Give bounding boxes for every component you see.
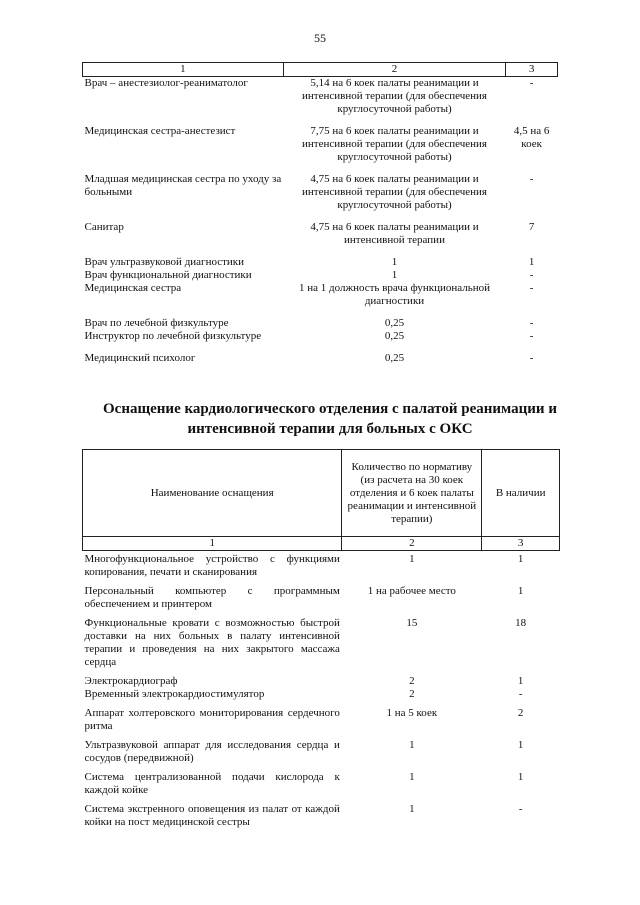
equipment-name: Ультразвуковой аппарат для исследования сердца и сосудов (передвижной)	[84, 739, 340, 764]
equipment-name: Многофункциональное устройство с функциями копирования, печати и сканирования	[84, 553, 340, 578]
equipment-col-number: 3	[482, 537, 560, 551]
table-row	[83, 688, 560, 707]
staff-available: -	[529, 352, 534, 364]
staff-position: Врач – анестезиолог-реаниматолог	[84, 77, 248, 89]
equipment-name: Аппарат холтеровского мониторирования сердечного ритма	[84, 707, 340, 732]
staff-norm: 1	[391, 269, 398, 281]
table-row	[83, 617, 560, 675]
equipment-available: 1	[517, 585, 524, 597]
equipment-col-number: 1	[83, 537, 342, 551]
staff-position: Инструктор по лечебной физкультуре	[84, 330, 262, 342]
staff-norm: 1 на 1 должность врача функциональной диагностики	[299, 282, 490, 307]
staff-position: Младшая медицинская сестра по уходу за больными	[84, 173, 282, 198]
table-row	[83, 173, 558, 221]
equipment-table	[82, 449, 560, 835]
staff-norm: 0,25	[384, 352, 405, 364]
staff-norm: 1	[391, 256, 398, 268]
table-row	[83, 352, 558, 365]
staff-col-number: 3	[506, 63, 558, 77]
table-row	[83, 585, 560, 617]
table-row	[83, 707, 560, 739]
staff-available: -	[529, 282, 534, 294]
staff-col-number: 1	[83, 63, 284, 77]
equipment-name: Электрокардиограф	[84, 675, 178, 687]
equipment-name: Система экстренного оповещения из палат от каждой койки на пост медицинской сестры	[84, 803, 340, 828]
equipment-available: -	[518, 803, 523, 815]
equipment-name: Система централизованной подачи кислорода к каждой койке	[84, 771, 340, 796]
equipment-name: Функциональные кровати с возможностью быстрой доставки на них больных в палату интенсивной терапии и проведения на них закрытого массажа сердца	[84, 617, 340, 668]
staff-table	[82, 62, 558, 365]
equipment-available: 1	[517, 675, 524, 687]
equipment-quantity: 1	[409, 803, 415, 815]
staff-position: Врач по лечебной физкультуре	[84, 317, 229, 329]
table-row	[83, 269, 558, 282]
staff-norm: 7,75 на 6 коек палаты реанимации и интенсивной терапии (для обеспечения круглосуточной работы)	[302, 125, 487, 163]
equipment-available: 18	[515, 617, 527, 629]
equipment-quantity: 1	[409, 739, 415, 751]
staff-position: Врач функциональной диагностики	[84, 269, 252, 281]
section-title: Оснащение кардиологического отделения с палатой реанимации и интенсивной терапии для больных с ОКС	[103, 401, 557, 437]
staff-available: 4,5 на 6 коек	[513, 125, 550, 150]
equipment-quantity: 1	[409, 771, 415, 783]
equipment-name: Временный электрокардиостимулятор	[84, 688, 265, 700]
staff-available: -	[529, 173, 534, 185]
table-row	[83, 551, 560, 586]
equipment-quantity: 1 на 5 коек	[386, 707, 438, 719]
staff-position: Врач ультразвуковой диагностики	[84, 256, 245, 268]
equipment-col-number: 2	[342, 537, 482, 551]
equipment-available: 2	[517, 707, 524, 719]
equipment-header-row	[83, 450, 560, 537]
equipment-available: 1	[517, 739, 524, 751]
equipment-column-numbers	[83, 537, 560, 551]
staff-available: 7	[528, 221, 535, 233]
table-row	[83, 221, 558, 256]
staff-available: -	[529, 330, 534, 342]
equipment-quantity: 2	[409, 688, 415, 700]
equipment-quantity: 15	[406, 617, 418, 629]
staff-available: -	[529, 269, 534, 281]
staff-col-number: 2	[283, 63, 506, 77]
staff-column-numbers	[83, 63, 558, 77]
equipment-name: Персональный компьютер с программным обеспечением и принтером	[84, 585, 340, 610]
equipment-header-name: Наименование оснащения	[83, 450, 342, 537]
staff-available: -	[529, 317, 534, 329]
equipment-quantity: 1	[409, 553, 415, 565]
staff-available: -	[529, 77, 534, 89]
table-row	[83, 282, 558, 317]
table-row	[83, 256, 558, 269]
staff-available: 1	[528, 256, 535, 268]
equipment-quantity: 2	[409, 675, 415, 687]
staff-norm: 5,14 на 6 коек палаты реанимации и интенсивной терапии (для обеспечения круглосуточной работы)	[302, 77, 487, 115]
table-row	[83, 803, 560, 835]
table-row	[83, 317, 558, 330]
staff-norm: 0,25	[384, 330, 405, 342]
table-row	[83, 675, 560, 688]
staff-norm: 4,75 на 6 коек палаты реанимации и интенсивной терапии	[310, 221, 479, 246]
staff-norm: 4,75 на 6 коек палаты реанимации и интенсивной терапии (для обеспечения круглосуточной работы)	[302, 173, 487, 211]
equipment-available: 1	[517, 771, 524, 783]
table-row	[83, 125, 558, 173]
equipment-header-quantity: Количество по нормативу (из расчета на 30 коек отделения и 6 коек палаты реанимации и интенсивной терапии)	[342, 450, 482, 537]
table-row	[83, 771, 560, 803]
staff-norm: 0,25	[384, 317, 405, 329]
equipment-available: 1	[517, 553, 524, 565]
table-row	[83, 739, 560, 771]
staff-position: Медицинский психолог	[84, 352, 196, 364]
staff-position: Медицинская сестра	[84, 282, 182, 294]
page-number: 55	[314, 31, 326, 45]
staff-position: Медицинская сестра-анестезист	[84, 125, 236, 137]
table-row	[83, 330, 558, 352]
equipment-quantity: 1 на рабочее место	[367, 585, 456, 597]
equipment-available: -	[518, 688, 523, 700]
equipment-header-available: В наличии	[482, 450, 560, 537]
staff-position: Санитар	[84, 221, 124, 233]
table-row	[83, 77, 558, 126]
